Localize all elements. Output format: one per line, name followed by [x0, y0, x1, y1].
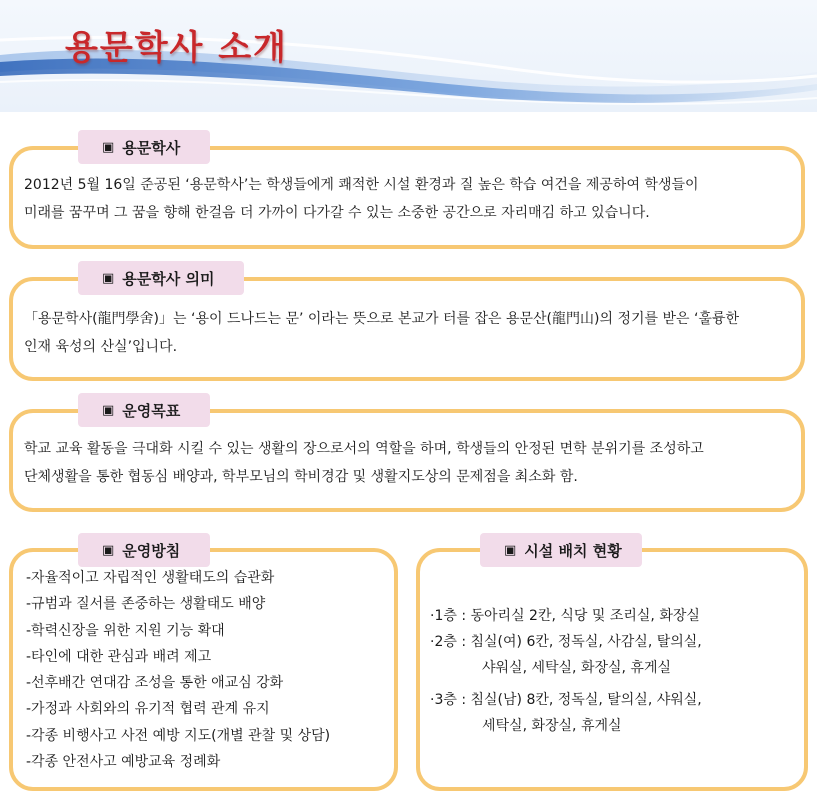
list-item: -가정과 사회와의 유기적 협력 관계 유지 [26, 701, 270, 718]
list-item: -선후배간 연대감 조성을 통한 애교심 강화 [26, 675, 284, 692]
square-bullet-icon: ▣ [102, 402, 115, 418]
policy-list [26, 565, 330, 775]
intro-line-2: 미래를 꿈꾸며 그 꿈을 향해 한걸음 더 가까이 다가갈 수 있는 소중한 공간으로 자리매김 하고 있습니다. [24, 205, 650, 221]
list-item: -학력신장을 위한 지원 기능 확대 [26, 622, 225, 639]
meaning-heading: ▣ 용문학사 의미 [78, 261, 244, 295]
policy-heading: ▣ 운영방침 [78, 533, 210, 567]
square-bullet-icon: ▣ [504, 542, 517, 558]
goal-line-2: 단체생활을 통한 협동심 배양과, 학부모님의 학비경감 및 생활지도상의 문제점을 최소화 함. [24, 469, 578, 485]
goal-heading: ▣ 운영목표 [78, 393, 210, 427]
meaning-line-2: 인재 육성의 산실’입니다. [24, 339, 178, 355]
intro-line-1: 2012년 5월 16일 준공된 ‘용문학사’는 학생들에게 쾌적한 시설 환경과 질 높은 학습 여건을 제공하여 학생들이 [24, 177, 699, 193]
floor-3-line-1: ·3층 : 침실(남) 8칸, 정독실, 탈의실, 샤워실, [430, 692, 702, 708]
list-item: -자율적이고 자립적인 생활태도의 습관화 [26, 570, 275, 586]
facility-heading: ▣ 시설 배치 현황 [480, 533, 642, 567]
list-item: -각종 비행사고 사전 예방 지도(개별 관찰 및 상담) [26, 727, 331, 744]
floor-2-line-1: ·2층 : 침실(여) 6칸, 정독실, 사감실, 탈의실, [430, 634, 702, 650]
square-bullet-icon: ▣ [102, 270, 115, 286]
list-item: -규범과 질서를 존중하는 생활태도 배양 [26, 596, 266, 613]
page-title: 용문학사 소개 [65, 28, 288, 68]
square-bullet-icon: ▣ [102, 139, 115, 155]
list-item: -각종 안전사고 예방교육 정례화 [26, 754, 221, 771]
floor-1-line: ·1층 : 동아리실 2칸, 식당 및 조리실, 화장실 [430, 608, 700, 624]
intro-heading: ▣ 용문학사 [78, 130, 210, 164]
list-item: -타인에 대한 관심과 배려 제고 [26, 648, 212, 665]
header-banner [0, 0, 817, 112]
floor-3-line-2: 세탁실, 화장실, 휴게실 [482, 718, 622, 734]
square-bullet-icon: ▣ [102, 542, 115, 558]
meaning-line-1: 「용문학사(龍門學舍)」는 ‘용이 드나드는 문’ 이라는 뜻으로 본교가 터를 잡은 용문산(龍門山)의 정기를 받은 ‘훌륭한 [24, 311, 739, 327]
goal-line-1: 학교 교육 활동을 극대화 시킬 수 있는 생활의 장으로서의 역할을 하며, 학생들의 안정된 면학 분위기를 조성하고 [24, 441, 704, 457]
floor-2-line-2: 샤워실, 세탁실, 화장실, 휴게실 [482, 660, 671, 676]
